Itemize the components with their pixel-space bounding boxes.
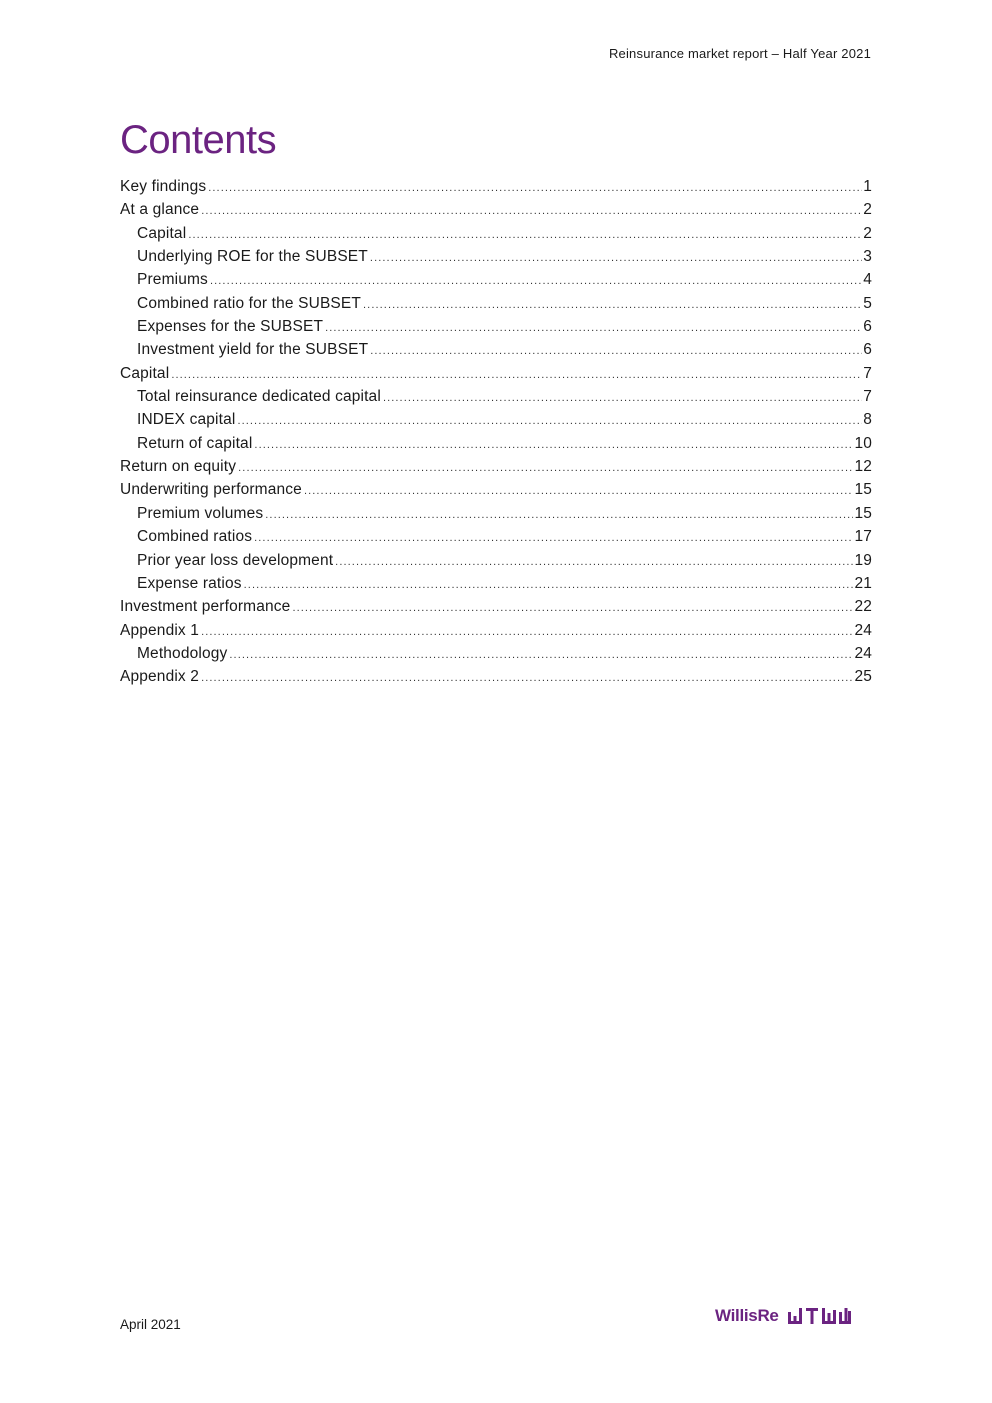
toc-entry-page-number: 24 <box>854 621 872 639</box>
toc-entry-page-number: 12 <box>854 458 872 476</box>
toc-entry-label: Investment yield for the SUBSET <box>137 341 369 359</box>
toc-entry-label: Combined ratios <box>137 528 253 546</box>
footer-date: April 2021 <box>120 1317 181 1332</box>
toc-dot-leader <box>254 527 853 550</box>
toc-entry-label: Return of capital <box>137 434 253 452</box>
toc-entry[interactable] <box>120 292 872 315</box>
willis-re-logo <box>715 1305 865 1327</box>
toc-entry-label: Expense ratios <box>137 574 242 592</box>
toc-entry-page-number: 6 <box>863 318 872 336</box>
toc-entry-page-number: 15 <box>854 481 872 499</box>
toc-entry-label: Underlying ROE for the SUBSET <box>137 248 368 266</box>
toc-entry-label: INDEX capital <box>137 411 236 429</box>
toc-entry[interactable] <box>120 198 872 221</box>
toc-entry-page-number: 15 <box>854 504 872 522</box>
toc-entry[interactable] <box>120 665 872 688</box>
toc-entry[interactable] <box>120 572 872 595</box>
wtw-logo-icon <box>788 1308 852 1324</box>
toc-entry[interactable] <box>120 245 872 268</box>
toc-dot-leader <box>383 387 862 410</box>
toc-dot-leader <box>370 247 862 270</box>
toc-entry[interactable] <box>120 408 872 431</box>
toc-entry[interactable] <box>120 502 872 525</box>
toc-entry-page-number: 8 <box>863 411 872 429</box>
toc-dot-leader <box>237 410 862 433</box>
toc-entry[interactable] <box>120 175 872 198</box>
toc-entry-page-number: 17 <box>854 528 872 546</box>
toc-entry-page-number: 21 <box>854 574 872 592</box>
toc-dot-leader <box>244 574 854 597</box>
toc-dot-leader <box>208 177 862 200</box>
toc-dot-leader <box>201 667 853 690</box>
toc-dot-leader <box>325 317 862 340</box>
toc-entry[interactable] <box>120 362 872 385</box>
table-of-contents <box>120 175 872 689</box>
toc-entry-label: Key findings <box>120 178 207 195</box>
toc-entry-page-number: 22 <box>854 598 872 616</box>
logo-text: WillisRe <box>715 1306 779 1325</box>
toc-entry-label: Underwriting performance <box>120 481 302 499</box>
toc-entry[interactable] <box>120 385 872 408</box>
toc-entry-page-number: 19 <box>854 551 872 569</box>
toc-dot-leader <box>292 597 853 620</box>
toc-entry[interactable] <box>120 338 872 361</box>
toc-dot-leader <box>201 621 853 644</box>
toc-entry-page-number: 7 <box>863 388 872 406</box>
toc-entry-label: Expenses for the SUBSET <box>137 318 324 336</box>
toc-entry-page-number: 2 <box>863 201 872 219</box>
toc-entry[interactable] <box>120 455 872 478</box>
toc-entry-page-number: 2 <box>863 224 872 242</box>
toc-dot-leader <box>254 434 853 457</box>
toc-entry[interactable] <box>120 619 872 642</box>
toc-entry-label: Total reinsurance dedicated capital <box>137 388 381 406</box>
toc-entry[interactable] <box>120 478 872 501</box>
toc-dot-leader <box>201 200 862 223</box>
toc-entry-label: Appendix 2 <box>120 668 200 686</box>
toc-dot-leader <box>210 270 862 293</box>
toc-entry-label: Prior year loss development <box>137 551 334 569</box>
toc-entry-label: Capital <box>120 364 170 382</box>
toc-dot-leader <box>370 340 862 363</box>
toc-entry[interactable] <box>120 642 872 665</box>
toc-entry[interactable] <box>120 549 872 572</box>
toc-entry-label: Capital <box>137 224 187 242</box>
toc-entry-label: Premiums <box>137 271 208 289</box>
toc-entry-page-number: 1 <box>863 178 872 195</box>
toc-entry-page-number: 5 <box>863 294 872 312</box>
toc-entry-page-number: 7 <box>863 364 872 382</box>
toc-dot-leader <box>238 457 853 480</box>
toc-entry-label: Combined ratio for the SUBSET <box>137 294 362 312</box>
toc-entry-label: Appendix 1 <box>120 621 200 639</box>
toc-dot-leader <box>188 224 862 247</box>
toc-dot-leader <box>171 364 862 387</box>
report-header-title: Reinsurance market report – Half Year 2021 <box>608 46 871 61</box>
toc-entry-label: Methodology <box>137 644 228 662</box>
toc-entry[interactable] <box>120 525 872 548</box>
toc-entry-page-number: 4 <box>863 271 872 289</box>
toc-dot-leader <box>229 644 853 667</box>
toc-entry-label: At a glance <box>120 201 200 219</box>
toc-entry[interactable] <box>120 268 872 291</box>
toc-dot-leader <box>335 551 853 574</box>
toc-entry[interactable] <box>120 595 872 618</box>
page-title: Contents <box>120 118 277 162</box>
toc-entry[interactable] <box>120 222 872 245</box>
toc-entry[interactable] <box>120 315 872 338</box>
toc-dot-leader <box>304 480 854 503</box>
toc-entry-label: Investment performance <box>120 598 291 616</box>
toc-entry-page-number: 25 <box>854 668 872 686</box>
toc-entry-page-number: 24 <box>854 644 872 662</box>
toc-entry-label: Return on equity <box>120 458 237 476</box>
toc-entry-label: Premium volumes <box>137 504 264 522</box>
toc-entry-page-number: 3 <box>863 248 872 266</box>
toc-dot-leader <box>265 504 853 527</box>
toc-entry-page-number: 10 <box>854 434 872 452</box>
toc-entry-page-number: 6 <box>863 341 872 359</box>
toc-dot-leader <box>363 294 862 317</box>
toc-entry[interactable] <box>120 432 872 455</box>
